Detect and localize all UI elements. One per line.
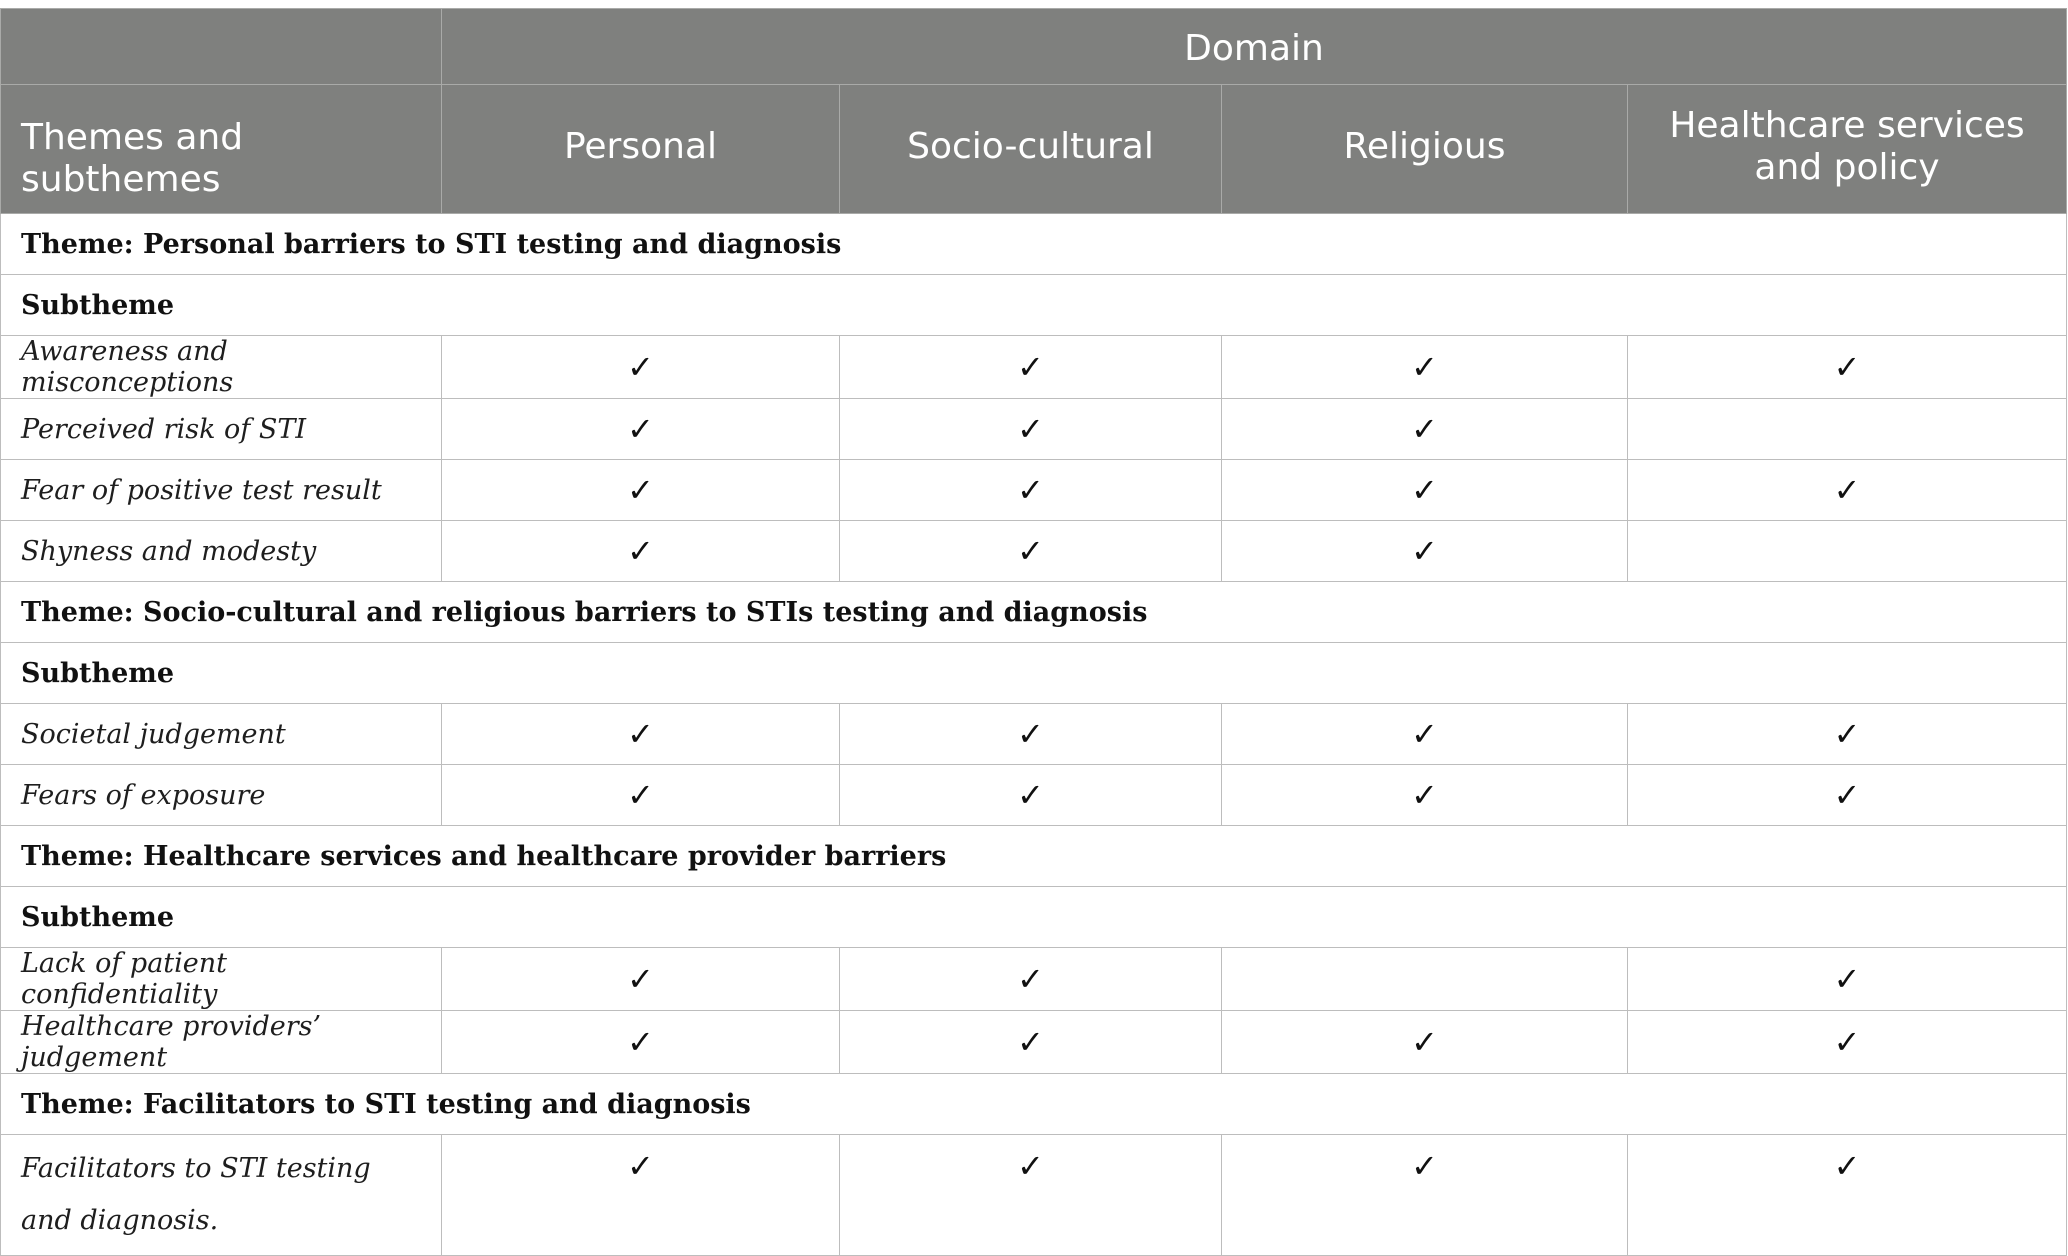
subtheme-item-label: Perceived risk of STI (1, 399, 442, 460)
cell-religious (1222, 765, 1628, 826)
cell-socio-cultural (840, 336, 1222, 399)
subtheme-label: Subtheme (1, 887, 2067, 948)
checkmark-icon: ✓ (1017, 1023, 1044, 1061)
cell-healthcare (1628, 704, 2067, 765)
cell-healthcare (1628, 765, 2067, 826)
checkmark-icon: ✓ (1833, 471, 1861, 509)
column-header-socio-cultural: Socio-cultural (840, 85, 1222, 214)
column-header-healthcare: Healthcare services and policy (1628, 85, 2067, 214)
subtheme-row (1, 275, 2067, 336)
checkmark-icon: ✓ (1833, 715, 1861, 753)
checkmark-icon: ✓ (1017, 776, 1044, 814)
checkmark-icon: ✓ (627, 1023, 654, 1061)
theme-row (1, 582, 2067, 643)
cell-personal (442, 704, 840, 765)
cell-religious (1222, 1011, 1628, 1074)
checkmark-icon: ✓ (627, 471, 654, 509)
checkmark-icon: ✓ (1017, 715, 1044, 753)
cell-personal (442, 1011, 840, 1074)
checkmark-icon: ✓ (627, 776, 654, 814)
column-header-religious: Religious (1222, 85, 1628, 214)
table-body (1, 214, 2067, 1256)
cell-religious (1222, 948, 1628, 1011)
cell-personal (442, 521, 840, 582)
cell-socio-cultural (840, 704, 1222, 765)
cell-religious (1222, 704, 1628, 765)
cell-healthcare (1628, 521, 2067, 582)
cell-healthcare (1628, 1135, 2067, 1256)
cell-socio-cultural (840, 1135, 1222, 1256)
subtheme-row (1, 643, 2067, 704)
checkmark-icon: ✓ (1411, 348, 1438, 386)
theme-label: Theme: Socio-cultural and religious barriers to STIs testing and diagnosis (1, 582, 2067, 643)
cell-personal (442, 1135, 840, 1256)
header-row-domain (1, 9, 2067, 85)
cell-religious (1222, 460, 1628, 521)
cell-socio-cultural (840, 765, 1222, 826)
themes-domain-table (0, 8, 2067, 1256)
table-row (1, 704, 2067, 765)
checkmark-icon: ✓ (1017, 348, 1044, 386)
cell-religious (1222, 1135, 1628, 1256)
subtheme-label: Subtheme (1, 643, 2067, 704)
checkmark-icon: ✓ (1411, 532, 1438, 570)
table-row (1, 1135, 2067, 1256)
subtheme-item-label: Societal judgement (1, 704, 442, 765)
table-header (1, 9, 2067, 214)
cell-healthcare (1628, 948, 2067, 1011)
cell-socio-cultural (840, 399, 1222, 460)
cell-personal (442, 948, 840, 1011)
header-row-columns (1, 85, 2067, 214)
checkmark-icon: ✓ (1411, 715, 1438, 753)
theme-label: Theme: Facilitators to STI testing and diagnosis (1, 1074, 2067, 1135)
theme-row (1, 826, 2067, 887)
checkmark-icon: ✓ (1017, 1147, 1044, 1185)
checkmark-icon: ✓ (1017, 471, 1044, 509)
checkmark-icon: ✓ (1833, 1147, 1861, 1185)
subtheme-item-label: Healthcare providers’ judgement (1, 1011, 442, 1074)
checkmark-icon: ✓ (1833, 348, 1861, 386)
cell-socio-cultural (840, 1011, 1222, 1074)
theme-label: Theme: Healthcare services and healthcare provider barriers (1, 826, 2067, 887)
themes-subthemes-header: Themes and subthemes (1, 85, 442, 214)
cell-personal (442, 399, 840, 460)
table-row (1, 948, 2067, 1011)
checkmark-icon: ✓ (627, 1147, 654, 1185)
checkmark-icon: ✓ (1017, 960, 1044, 998)
header-empty-cell (1, 9, 442, 85)
table-row (1, 765, 2067, 826)
subtheme-item-label: Awareness and misconceptions (1, 336, 442, 399)
table-row (1, 460, 2067, 521)
subtheme-label: Subtheme (1, 275, 2067, 336)
checkmark-icon: ✓ (1411, 410, 1438, 448)
cell-personal (442, 336, 840, 399)
column-header-personal: Personal (442, 85, 840, 214)
cell-personal (442, 765, 840, 826)
checkmark-icon: ✓ (627, 348, 654, 386)
checkmark-icon: ✓ (1411, 776, 1438, 814)
checkmark-icon: ✓ (1017, 532, 1044, 570)
subtheme-item-label: Lack of patient confidentiality (1, 948, 442, 1011)
checkmark-icon: ✓ (1411, 471, 1438, 509)
checkmark-icon: ✓ (1833, 1023, 1861, 1061)
subtheme-item-label: Fear of positive test result (1, 460, 442, 521)
cell-healthcare (1628, 1011, 2067, 1074)
subtheme-item-label: Shyness and modesty (1, 521, 442, 582)
cell-religious (1222, 399, 1628, 460)
subtheme-item-label: Facilitators to STI testing and diagnosis. (1, 1135, 442, 1256)
domain-header: Domain (442, 9, 2067, 85)
cell-socio-cultural (840, 460, 1222, 521)
cell-socio-cultural (840, 948, 1222, 1011)
theme-label: Theme: Personal barriers to STI testing and diagnosis (1, 214, 2067, 275)
cell-healthcare (1628, 399, 2067, 460)
table-container (0, 8, 2068, 1256)
table-row (1, 336, 2067, 399)
cell-healthcare (1628, 336, 2067, 399)
checkmark-icon: ✓ (627, 715, 654, 753)
checkmark-icon: ✓ (627, 960, 654, 998)
cell-personal (442, 460, 840, 521)
checkmark-icon: ✓ (1411, 1147, 1438, 1185)
theme-row (1, 214, 2067, 275)
cell-religious (1222, 336, 1628, 399)
checkmark-icon: ✓ (1411, 1023, 1438, 1061)
table-row (1, 1011, 2067, 1074)
cell-religious (1222, 521, 1628, 582)
theme-row (1, 1074, 2067, 1135)
cell-socio-cultural (840, 521, 1222, 582)
table-row (1, 521, 2067, 582)
subtheme-item-label: Fears of exposure (1, 765, 442, 826)
checkmark-icon: ✓ (627, 410, 654, 448)
checkmark-icon: ✓ (1017, 410, 1044, 448)
cell-healthcare (1628, 460, 2067, 521)
table-row (1, 399, 2067, 460)
checkmark-icon: ✓ (627, 532, 654, 570)
subtheme-row (1, 887, 2067, 948)
checkmark-icon: ✓ (1833, 960, 1861, 998)
checkmark-icon: ✓ (1833, 776, 1861, 814)
